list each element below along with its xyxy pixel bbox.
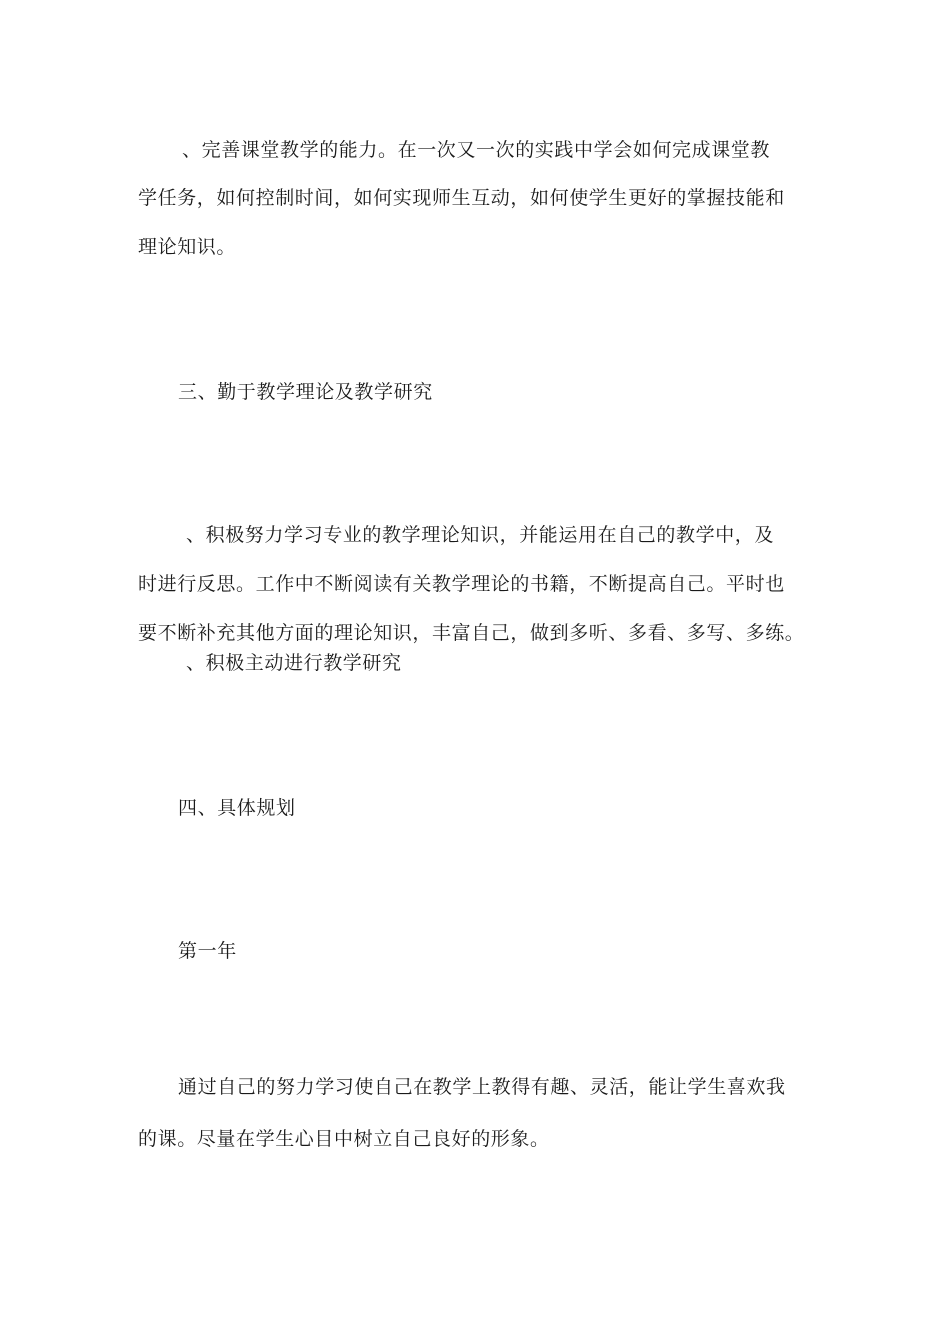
- paragraph-line: 学任务，如何控制时间，如何实现师生互动，如何使学生更好的掌握技能和: [138, 187, 785, 209]
- paragraph-line: 的课。尽量在学生心目中树立自己良好的形象。: [138, 1128, 550, 1150]
- section-heading: 四、具体规划: [178, 797, 296, 819]
- section-heading: 三、勤于教学理论及教学研究: [178, 381, 433, 403]
- paragraph-line: 、积极努力学习专业的教学理论知识，并能运用在自己的教学中，及: [186, 524, 775, 546]
- paragraph-line: 理论知识。: [138, 236, 237, 258]
- paragraph-line: 、积极主动进行教学研究: [186, 652, 402, 674]
- subsection-heading: 第一年: [178, 940, 237, 962]
- paragraph-line: 、完善课堂教学的能力。在一次又一次的实践中学会如何完成课堂教: [182, 139, 771, 161]
- paragraph-line: 时进行反思。工作中不断阅读有关教学理论的书籍，不断提高自己。平时也: [138, 573, 785, 595]
- paragraph-line: 要不断补充其他方面的理论知识，丰富自己，做到多听、多看、多写、多练。: [138, 622, 805, 644]
- paragraph-line: 通过自己的努力学习使自己在教学上教得有趣、灵活，能让学生喜欢我: [178, 1076, 786, 1098]
